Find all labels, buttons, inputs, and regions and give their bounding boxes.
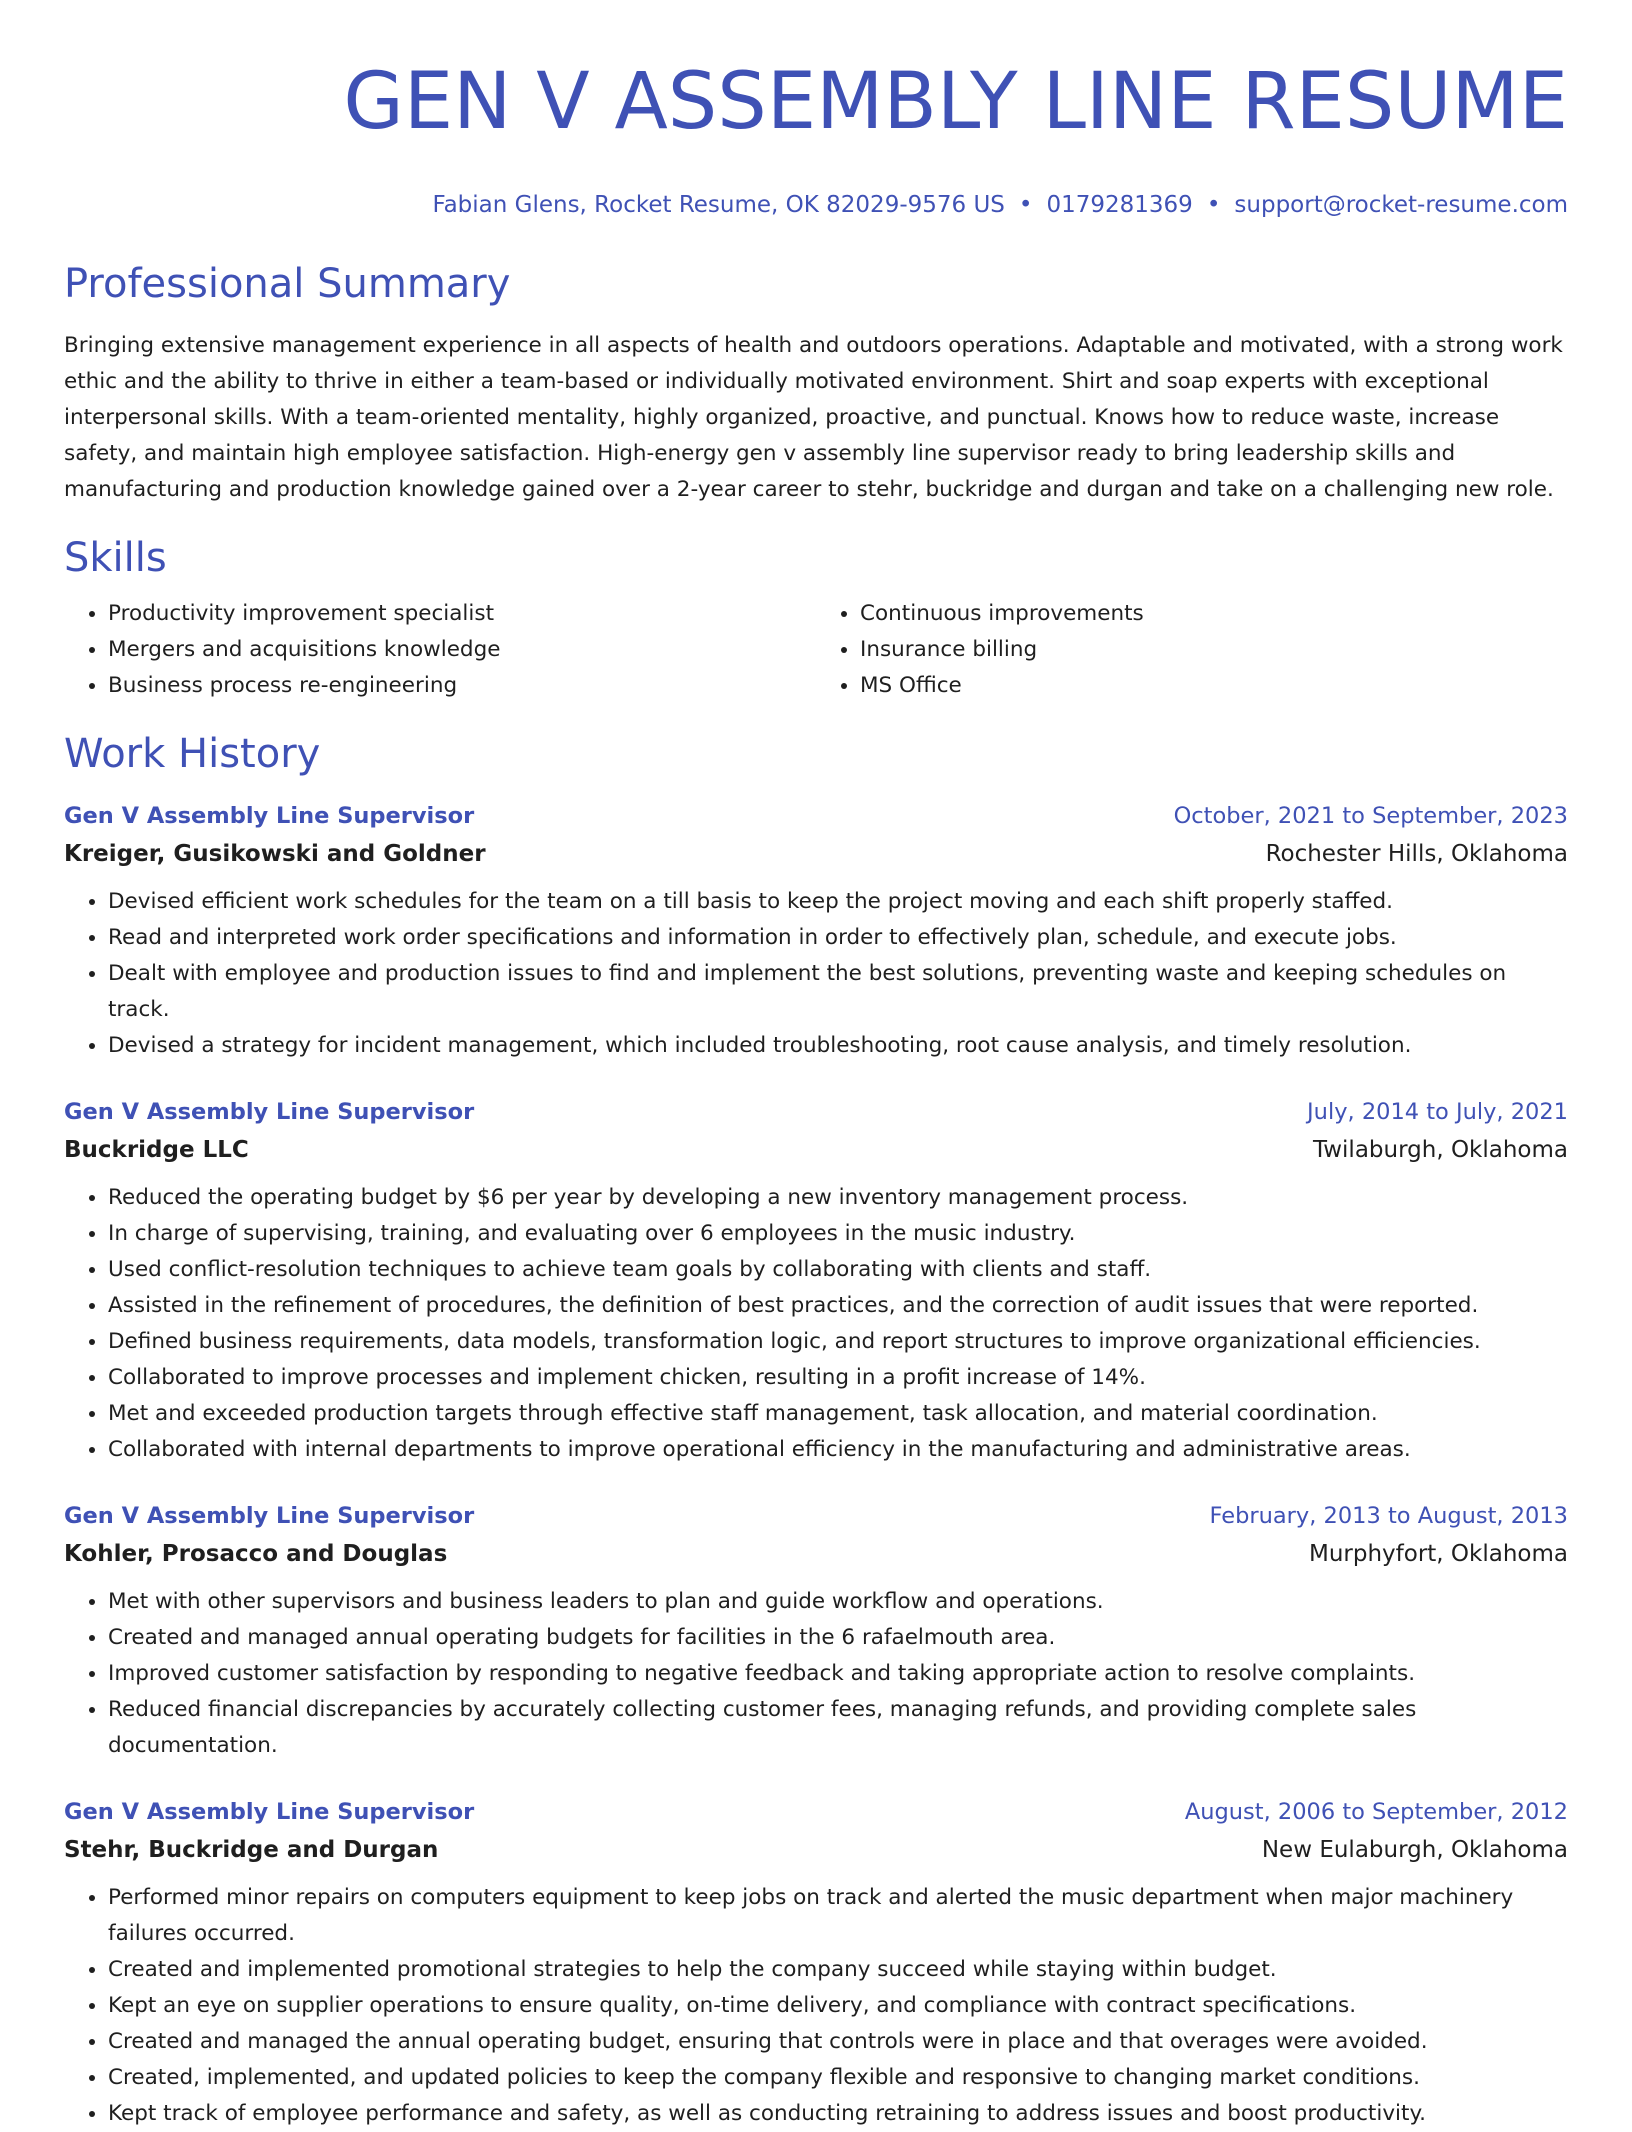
work-history-heading: Work History	[64, 731, 321, 777]
job-bullet: • Collaborated to improve processes and implement chicken, resulting in a profit increase of 14%.	[108, 1360, 1568, 1396]
job-title: Gen V Assembly Line Supervisor	[64, 1503, 475, 1529]
job-bullet: • Performed minor repairs on computers equipment to keep jobs on track and alerted the music department when major machinery failures occurred.	[108, 1880, 1568, 1952]
job-entry	[64, 1794, 1568, 2132]
job-location: New Eulaburgh, Oklahoma	[1261, 1837, 1568, 1863]
skill-item: • MS Office	[860, 668, 1568, 704]
job-dates: February, 2013 to August, 2013	[1209, 1503, 1568, 1529]
skills-column-right	[816, 596, 1568, 704]
job-bullet: • Defined business requirements, data models, transformation logic, and report structures to improve organizational efficiencies.	[108, 1324, 1568, 1360]
job-location: Murphyfort, Oklahoma	[1309, 1541, 1568, 1567]
job-company: Kohler, Prosacco and Douglas	[64, 1541, 448, 1567]
job-title: Gen V Assembly Line Supervisor	[64, 1799, 475, 1825]
job-title: Gen V Assembly Line Supervisor	[64, 1099, 475, 1125]
job-bullets	[64, 1584, 1568, 1764]
summary-text: Bringing extensive management experience in all aspects of health and outdoors operations. Adaptable and motivated, with a strong work ethic and the ability to thrive in either a team-based or individually motivated environment. Shirt and soap experts with exceptional interpersonal skills. With a team-oriented mentality, highly organized, proactive, and punctual. Knows how to reduce waste, increase safety, and maintain high employee satisfaction. High-energy gen v assembly line supervisor ready to bring leadership skills and manufacturing and production knowledge gained over a 2-year career to stehr, buckridge and durgan and take on a challenging new role.	[64, 333, 1563, 502]
skills-heading: Skills	[64, 535, 167, 581]
job-company: Stehr, Buckridge and Durgan	[64, 1837, 439, 1863]
skills-column-left	[64, 596, 816, 704]
job-bullet: • Met and exceeded production targets through effective staff management, task allocation, and material coordination.	[108, 1396, 1568, 1432]
job-subheader	[64, 1830, 1568, 1870]
contact-phone: 0179281369	[1046, 192, 1193, 218]
job-company: Kreiger, Gusikowski and Goldner	[64, 841, 486, 867]
resume-title: GEN V ASSEMBLY LINE RESUME	[343, 57, 1568, 147]
job-subheader	[64, 834, 1568, 874]
job-bullets	[64, 884, 1568, 1064]
job-bullet: • Met with other supervisors and business leaders to plan and guide workflow and operations.	[108, 1584, 1568, 1620]
job-bullet: • Kept track of employee performance and safety, as well as conducting retraining to address issues and boost productivity.	[108, 2096, 1568, 2132]
job-header	[64, 1794, 1568, 1830]
skills-list	[64, 596, 1568, 704]
job-bullet: • Improved customer satisfaction by responding to negative feedback and taking appropriate action to resolve complaints.	[108, 1656, 1568, 1692]
job-location: Twilaburgh, Oklahoma	[1312, 1137, 1568, 1163]
job-header	[64, 1094, 1568, 1130]
job-bullet: • Reduced financial discrepancies by accurately collecting customer fees, managing refunds, and providing complete sales documentation.	[108, 1692, 1568, 1764]
contact-separator: •	[1018, 192, 1033, 218]
job-entry	[64, 1498, 1568, 1764]
job-bullet: • Collaborated with internal departments to improve operational efficiency in the manufacturing and administrative areas.	[108, 1432, 1568, 1468]
skill-item: • Business process re-engineering	[108, 668, 816, 704]
skill-item: • Productivity improvement specialist	[108, 596, 816, 632]
job-bullet: • Created and managed annual operating budgets for facilities in the 6 rafaelmouth area.	[108, 1620, 1568, 1656]
contact-email[interactable]: support@rocket-resume.com	[1234, 192, 1568, 218]
contact-address: Fabian Glens, Rocket Resume, OK 82029-9576 US	[432, 192, 1005, 218]
job-bullet: • Dealt with employee and production issues to find and implement the best solutions, preventing waste and keeping schedules on track.	[108, 956, 1568, 1028]
job-bullet: • Assisted in the refinement of procedures, the definition of best practices, and the correction of audit issues that were reported.	[108, 1288, 1568, 1324]
job-bullet: • Used conflict-resolution techniques to achieve team goals by collaborating with clients and staff.	[108, 1252, 1568, 1288]
job-title: Gen V Assembly Line Supervisor	[64, 803, 475, 829]
job-bullet: • Devised efficient work schedules for the team on a till basis to keep the project moving and each shift properly staffed.	[108, 884, 1568, 920]
summary-heading: Professional Summary	[64, 261, 511, 307]
job-dates: October, 2021 to September, 2023	[1173, 803, 1568, 829]
job-subheader	[64, 1534, 1568, 1574]
skill-item: • Mergers and acquisitions knowledge	[108, 632, 816, 668]
job-bullet: • Reduced the operating budget by $6 per year by developing a new inventory management process.	[108, 1180, 1568, 1216]
contact-separator: •	[1206, 192, 1221, 218]
job-entry	[64, 1094, 1568, 1468]
job-location: Rochester Hills, Oklahoma	[1265, 841, 1568, 867]
contact-line	[64, 190, 1568, 220]
job-bullets	[64, 1880, 1568, 2132]
job-bullet: • In charge of supervising, training, and evaluating over 6 employees in the music industry.	[108, 1216, 1568, 1252]
job-company: Buckridge LLC	[64, 1137, 249, 1163]
job-dates: August, 2006 to September, 2012	[1184, 1799, 1568, 1825]
job-header	[64, 798, 1568, 834]
job-bullet: • Created, implemented, and updated policies to keep the company flexible and responsive to changing market conditions.	[108, 2060, 1568, 2096]
job-bullets	[64, 1180, 1568, 1468]
job-bullet: • Created and managed the annual operating budget, ensuring that controls were in place and that overages were avoided.	[108, 2024, 1568, 2060]
job-header	[64, 1498, 1568, 1534]
skill-item: • Insurance billing	[860, 632, 1568, 668]
job-subheader	[64, 1130, 1568, 1170]
skill-item: • Continuous improvements	[860, 596, 1568, 632]
job-bullet: • Created and implemented promotional strategies to help the company succeed while staying within budget.	[108, 1952, 1568, 1988]
job-bullet: • Kept an eye on supplier operations to ensure quality, on-time delivery, and compliance with contract specifications.	[108, 1988, 1568, 2024]
job-entry	[64, 798, 1568, 1064]
job-bullet: • Devised a strategy for incident management, which included troubleshooting, root cause analysis, and timely resolution.	[108, 1028, 1568, 1064]
job-bullet: • Read and interpreted work order specifications and information in order to effectively plan, schedule, and execute jobs.	[108, 920, 1568, 956]
job-dates: July, 2014 to July, 2021	[1307, 1099, 1568, 1125]
